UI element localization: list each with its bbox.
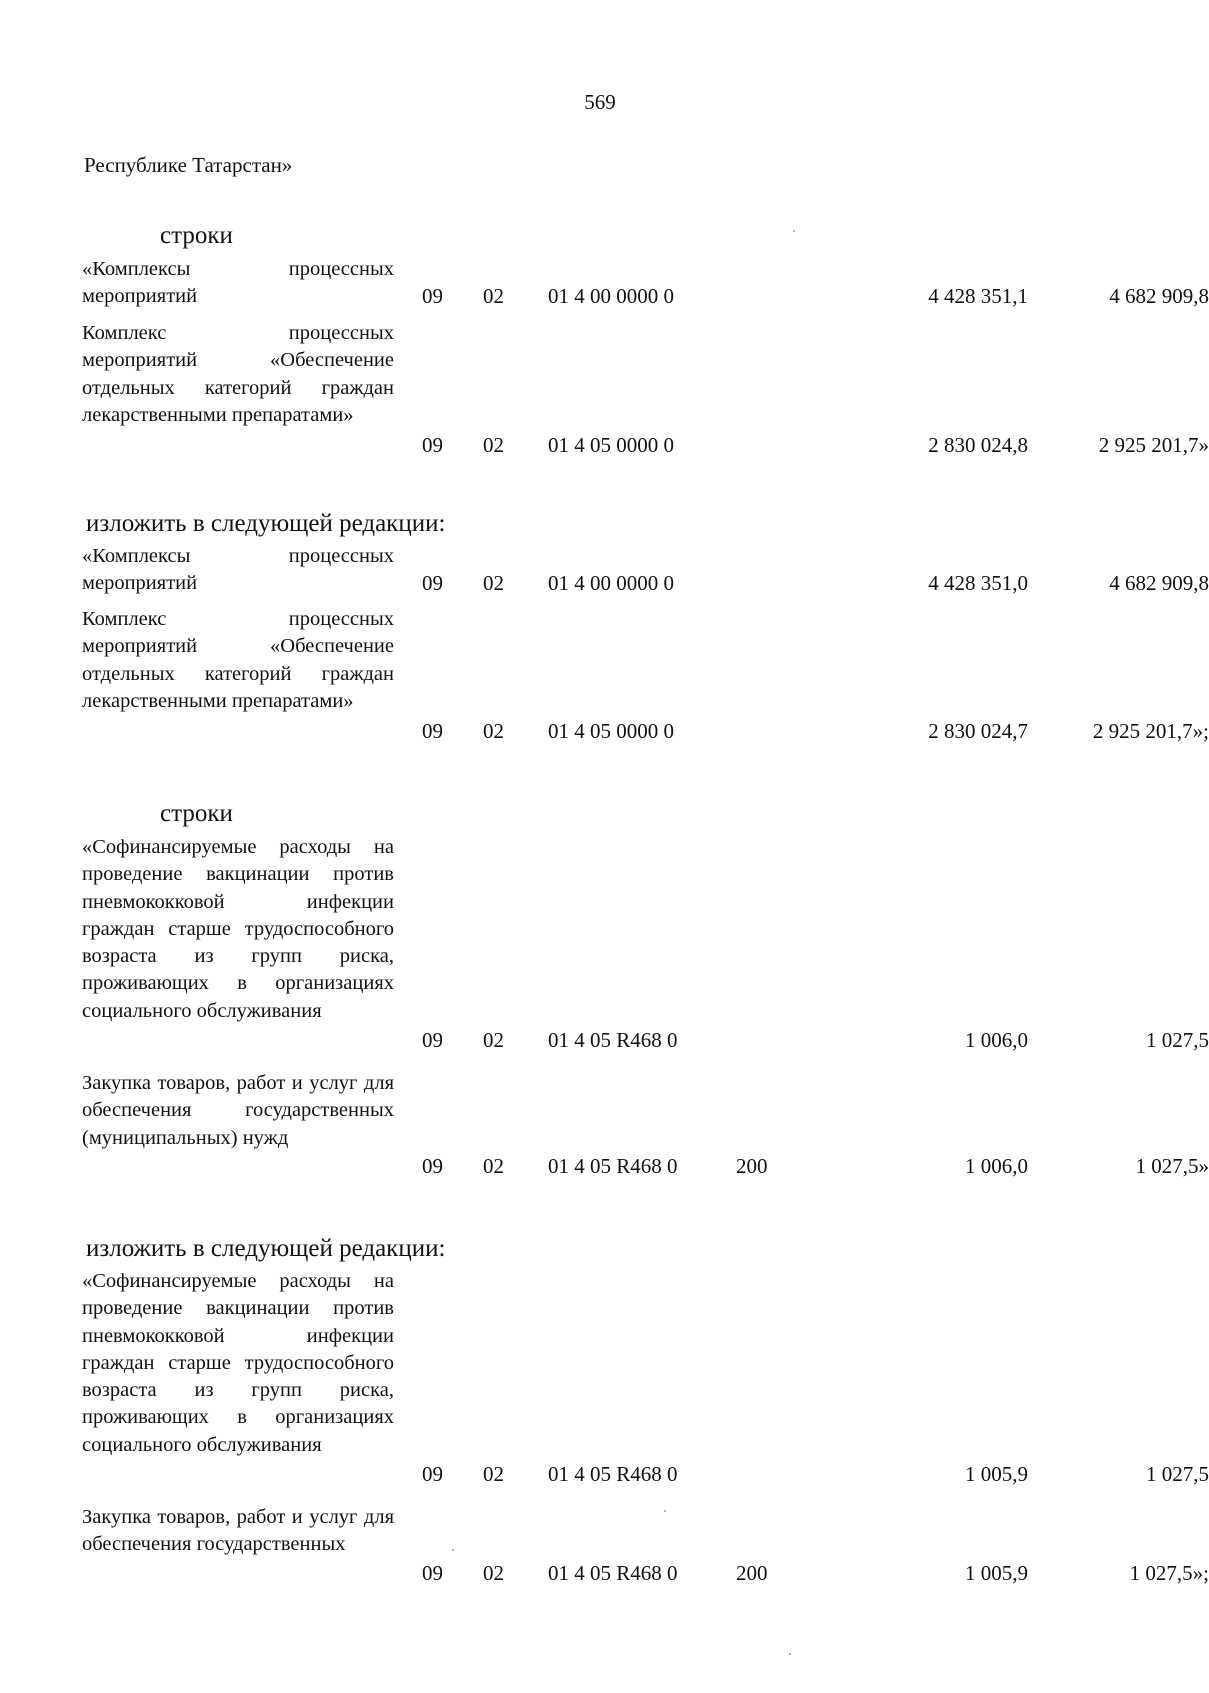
row-sum2: 4 682 909,8 bbox=[1109, 571, 1209, 595]
row-csr: 01 4 05 R468 0 bbox=[548, 1028, 678, 1052]
section-lead: строки bbox=[160, 222, 233, 249]
row-name: «Комплексы процессных мероприятий bbox=[82, 545, 394, 595]
row-sum1: 1 005,9 bbox=[965, 1561, 1028, 1585]
row-sum1: 1 005,9 bbox=[965, 1462, 1028, 1486]
row-pr: 02 bbox=[483, 571, 504, 595]
row-pr: 02 bbox=[483, 284, 504, 308]
section-lead: строки bbox=[160, 800, 233, 827]
row-rz: 09 bbox=[422, 284, 443, 308]
row-vr: 200 bbox=[736, 1561, 768, 1585]
row-pr: 02 bbox=[483, 719, 504, 743]
row-rz: 09 bbox=[422, 571, 443, 595]
row-vr: 200 bbox=[736, 1154, 768, 1178]
row-pr: 02 bbox=[483, 1154, 504, 1178]
row-csr: 01 4 05 R468 0 bbox=[548, 1154, 678, 1178]
row-rz: 09 bbox=[422, 719, 443, 743]
header-line: Республике Татарстан» bbox=[84, 153, 293, 177]
row-name: «Софинансируемые расходы на проведение вакцинации против пневмококковой инфекции граждан старше трудоспособного возраста из групп риска, проживающих в организациях социального обслуживания bbox=[82, 836, 394, 1022]
section-lead: изложить в следующей редакции: bbox=[86, 1235, 446, 1262]
row-csr: 01 4 00 0000 0 bbox=[548, 571, 674, 595]
row-pr: 02 bbox=[483, 433, 504, 457]
row-csr: 01 4 05 R468 0 bbox=[548, 1462, 678, 1486]
row-sum2: 1 027,5 bbox=[1146, 1462, 1209, 1486]
row-rz: 09 bbox=[422, 1028, 443, 1052]
row-pr: 02 bbox=[483, 1028, 504, 1052]
row-csr: 01 4 05 R468 0 bbox=[548, 1561, 678, 1585]
row-name: Комплекс процессных мероприятий «Обеспечение отдельных категорий граждан лекарственными препаратами» bbox=[82, 608, 394, 712]
row-sum1: 4 428 351,0 bbox=[928, 571, 1028, 595]
row-rz: 09 bbox=[422, 1462, 443, 1486]
section-lead: изложить в следующей редакции: bbox=[86, 510, 446, 537]
row-pr: 02 bbox=[483, 1462, 504, 1486]
row-sum1: 2 830 024,8 bbox=[928, 433, 1028, 457]
row-csr: 01 4 05 0000 0 bbox=[548, 719, 674, 743]
row-rz: 09 bbox=[422, 1154, 443, 1178]
row-sum1: 4 428 351,1 bbox=[928, 284, 1028, 308]
row-rz: 09 bbox=[422, 433, 443, 457]
row-sum1: 1 006,0 bbox=[965, 1028, 1028, 1052]
row-sum2: 1 027,5 bbox=[1146, 1028, 1209, 1052]
row-sum2: 1 027,5» bbox=[1135, 1154, 1209, 1178]
row-sum2: 1 027,5»; bbox=[1129, 1561, 1209, 1585]
row-csr: 01 4 05 0000 0 bbox=[548, 433, 674, 457]
row-name: Комплекс процессных мероприятий «Обеспечение отдельных категорий граждан лекарственными препаратами» bbox=[82, 322, 394, 426]
page-number: 569 bbox=[584, 90, 616, 114]
row-name: Закупка товаров, работ и услуг для обеспечения государственных bbox=[82, 1506, 394, 1556]
row-sum2: 2 925 201,7»; bbox=[1092, 719, 1209, 743]
row-pr: 02 bbox=[483, 1561, 504, 1585]
row-sum1: 2 830 024,7 bbox=[928, 719, 1028, 743]
row-csr: 01 4 00 0000 0 bbox=[548, 284, 674, 308]
row-rz: 09 bbox=[422, 1561, 443, 1585]
row-name: «Софинансируемые расходы на проведение вакцинации против пневмококковой инфекции граждан старше трудоспособного возраста из групп риска, проживающих в организациях социального обслуживания bbox=[82, 1270, 394, 1456]
row-name: Закупка товаров, работ и услуг для обеспечения государственных (муниципальных) нужд bbox=[82, 1072, 394, 1149]
row-sum2: 4 682 909,8 bbox=[1109, 284, 1209, 308]
row-sum2: 2 925 201,7» bbox=[1098, 433, 1209, 457]
row-name: «Комплексы процессных мероприятий bbox=[82, 258, 394, 308]
row-sum1: 1 006,0 bbox=[965, 1154, 1028, 1178]
